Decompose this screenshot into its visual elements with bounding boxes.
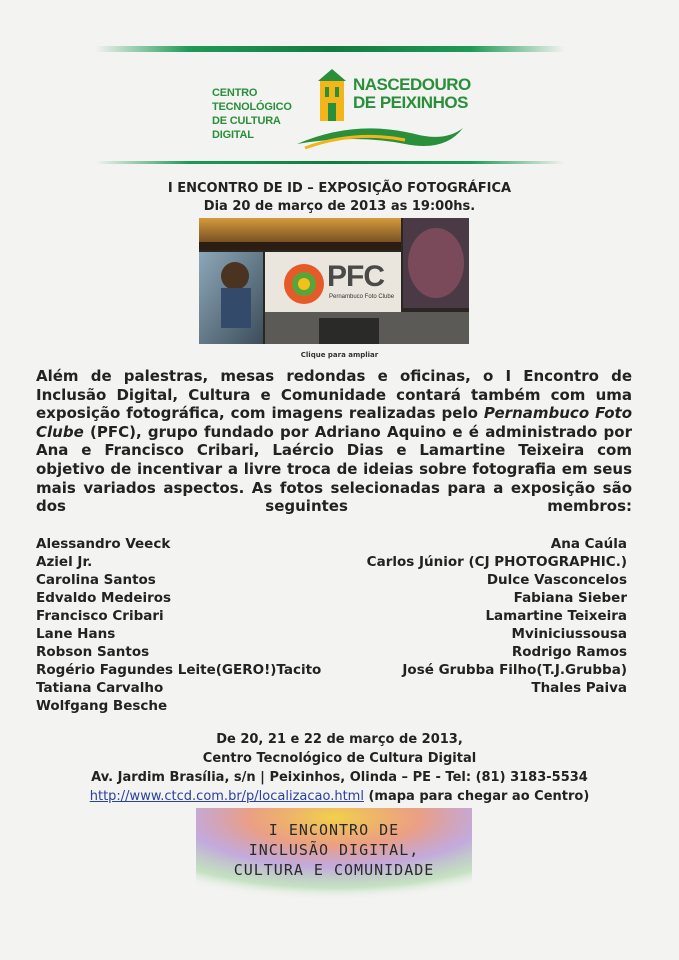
footer-address: Av. Jardim Brasília, s/n | Peixinhos, Olinda – PE - Tel: (81) 3183-5534 xyxy=(91,770,588,785)
logo-left-text: CENTRO TECNOLÓGICO DE CULTURA DIGITAL xyxy=(212,87,292,141)
list-item: Lane Hans xyxy=(36,626,116,642)
link-note: (mapa para chegar ao Centro) xyxy=(363,789,590,804)
members-left-list xyxy=(36,535,321,715)
list-item: Fabiana Sieber xyxy=(513,590,627,606)
list-item: Rodrigo Ramos xyxy=(511,644,627,660)
event-banner: I ENCONTRO DE INCLUSÃO DIGITAL, CULTURA E COMUNIDADE xyxy=(196,808,472,900)
list-item: Carlos Júnior (CJ PHOTOGRAPHIC.) xyxy=(366,554,627,570)
list-item: Ana Caúla xyxy=(550,536,627,552)
list-item: Wolfgang Besche xyxy=(36,698,168,714)
event-date: Dia 20 de março de 2013 as 19:00hs. xyxy=(203,199,476,214)
list-item: Lamartine Teixeira xyxy=(485,608,627,624)
pfc-logo-text: PFC xyxy=(327,260,384,293)
exhibition-photo[interactable] xyxy=(199,218,469,344)
location-link[interactable]: http://www.ctcd.com.br/p/localizacao.html xyxy=(89,789,364,804)
pfc-logo-sub: Pernambuco Foto Clube xyxy=(329,294,395,300)
footer-venue: Centro Tecnológico de Cultura Digital xyxy=(202,751,477,766)
ctcd-logo xyxy=(205,64,471,152)
list-item: Alessandro Veeck xyxy=(36,536,171,552)
list-item: Aziel Jr. xyxy=(36,554,93,570)
list-item: Francisco Cribari xyxy=(36,608,164,624)
swoosh-icon xyxy=(295,114,465,154)
logo-right-text: NASCEDOURO DE PEIXINHOS xyxy=(353,75,471,112)
footer-link-line xyxy=(0,787,679,806)
list-item: Edvaldo Medeiros xyxy=(36,590,172,606)
top-divider xyxy=(95,46,565,52)
list-item: Rogério Fagundes Leite(GERO!)Tacito xyxy=(36,662,322,678)
list-item: Carolina Santos xyxy=(36,572,156,588)
list-item: Mviniciussousa xyxy=(511,626,627,642)
list-item: Thales Paiva xyxy=(531,680,627,696)
event-title: I ENCONTRO DE ID – EXPOSIÇÃO FOTOGRÁFICA xyxy=(167,181,512,196)
list-item: Tatiana Carvalho xyxy=(36,680,164,696)
list-item: Dulce Vasconcelos xyxy=(486,572,627,588)
list-item: José Grubba Filho(T.J.Grubba) xyxy=(402,662,627,678)
list-item: Robson Santos xyxy=(36,644,150,660)
photo-caption[interactable]: Clique para ampliar xyxy=(300,351,379,359)
logo-divider xyxy=(95,161,565,164)
members-right-list xyxy=(367,535,627,697)
intro-paragraph: Além de palestras, mesas redondas e oficinas, o I Encontro de Inclusão Digital, Cultura e Comunidade contará também com uma exposição fotográfica, com imagens realizadas pelo Pernambuco Foto Clube (PFC), grupo fundado por Adriano Aquino e é administrado por Ana e Francisco Cribari, Laércio Dias e Lamartine Teixeira com objetivo de incentivar a livre troca de ideias sobre fotografia em seus mais variados aspectos. As fotos selecionadas para a exposição são dos seguintes membros: xyxy=(36,367,632,516)
footer-dates: De 20, 21 e 22 de março de 2013, xyxy=(216,732,463,747)
